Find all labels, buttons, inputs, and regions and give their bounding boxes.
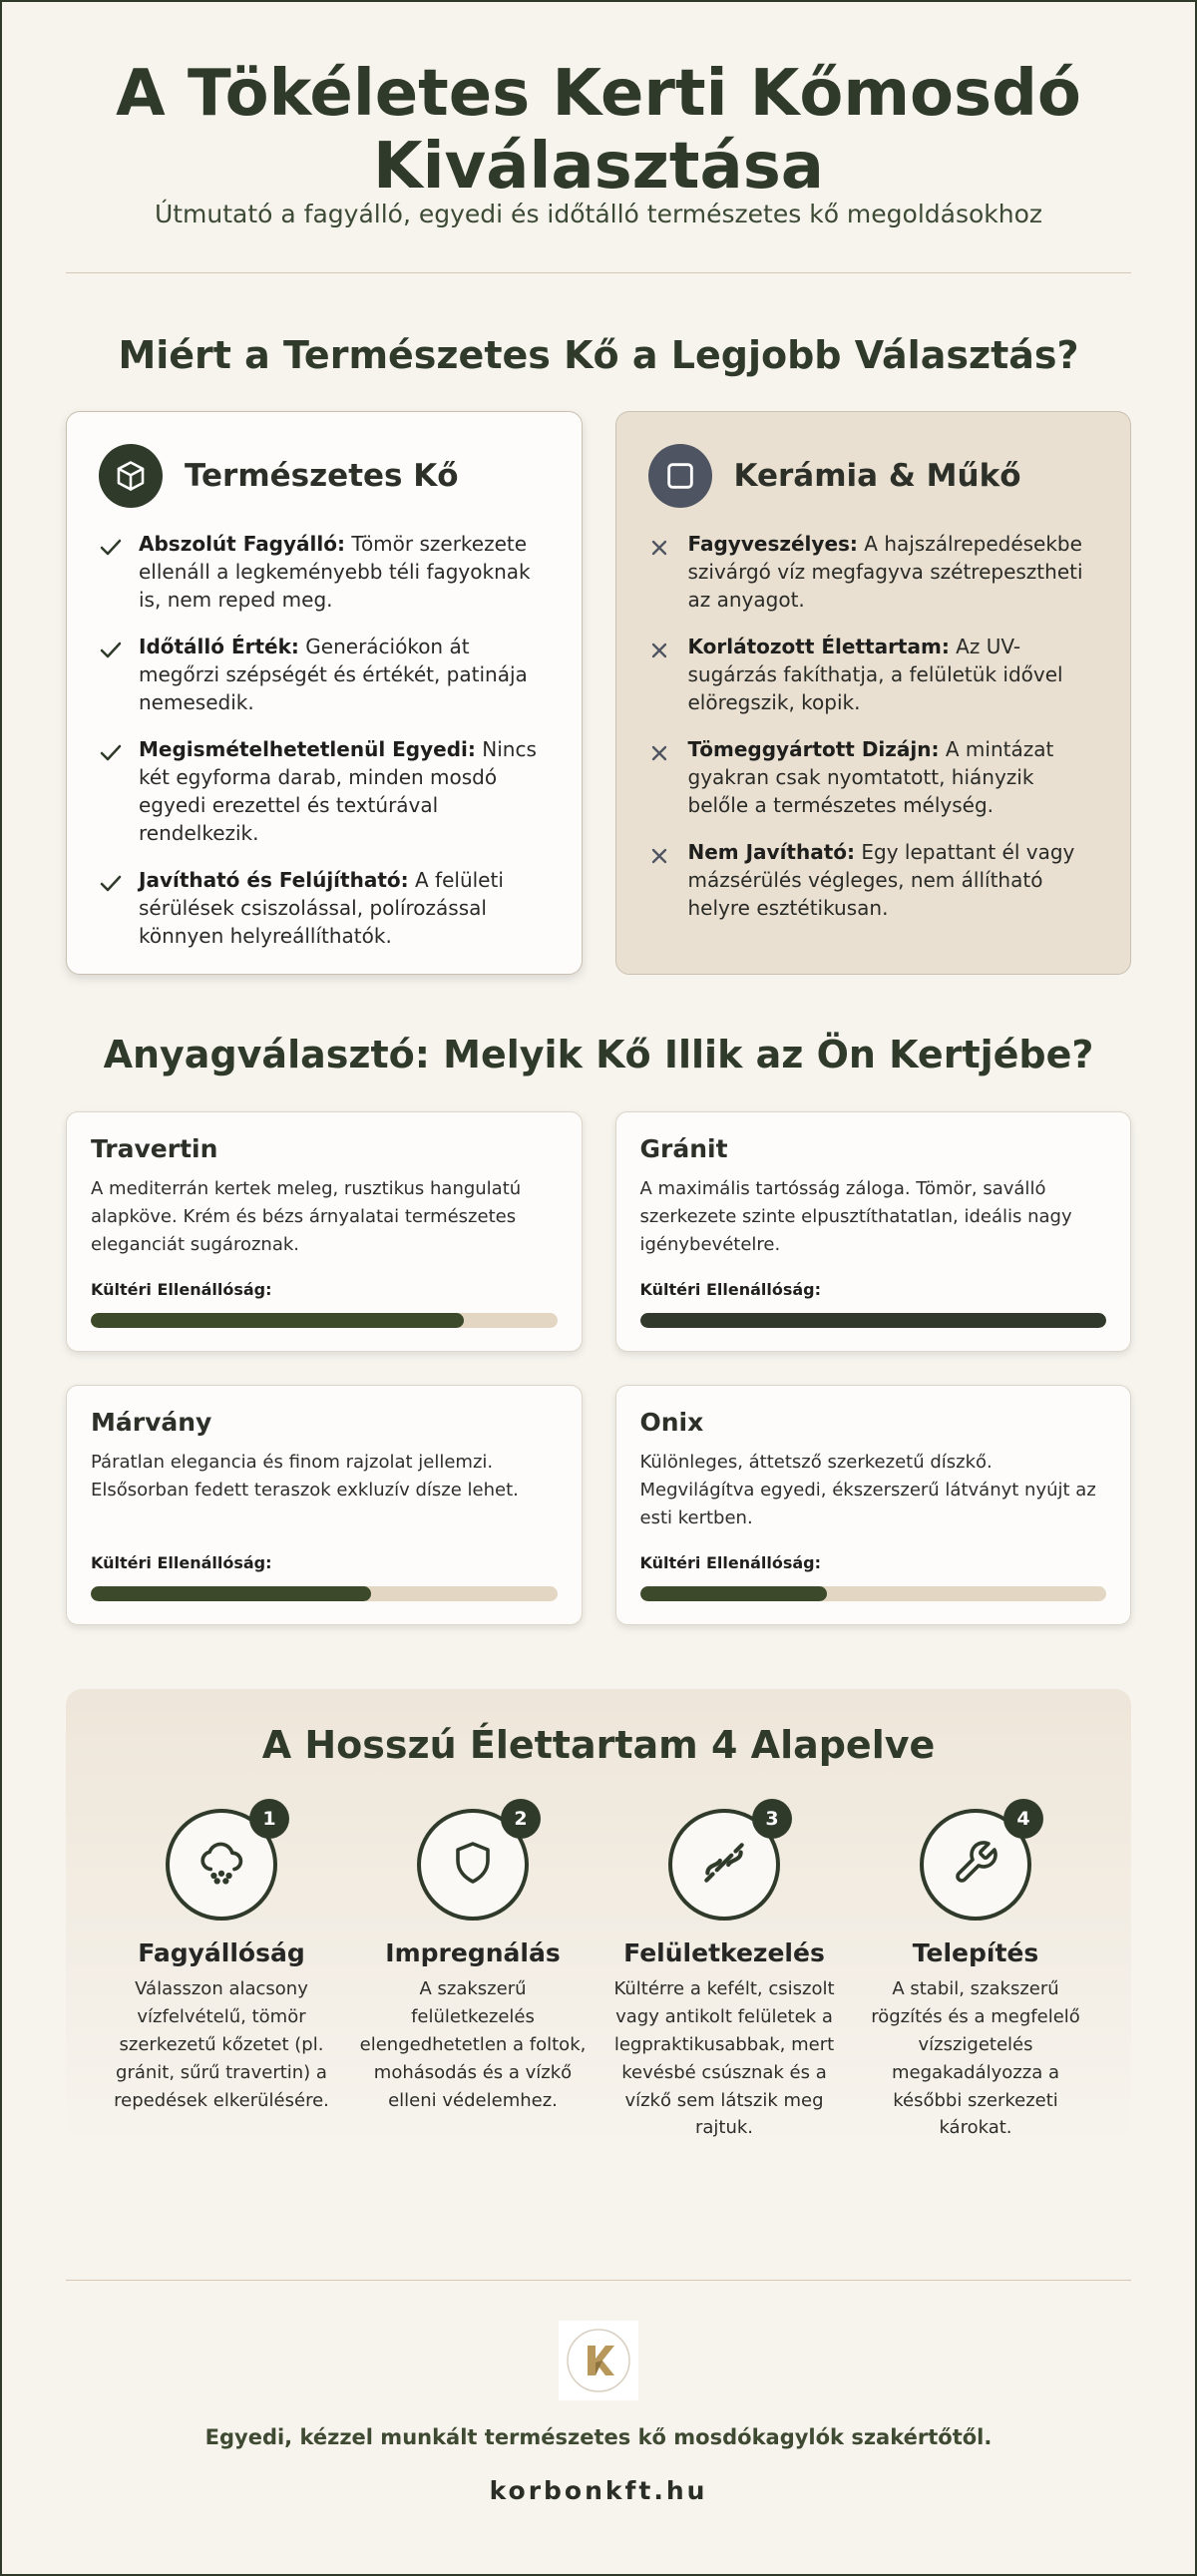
- shield-icon: [449, 1839, 497, 1891]
- resistance-bar: [640, 1313, 1107, 1328]
- why-heading: Miért a Természetes Kő a Legjobb Választás?: [118, 333, 1079, 377]
- principle-title: Fagyállóság: [138, 1938, 305, 1967]
- resistance-bar-fill: [640, 1586, 827, 1601]
- cross-icon: [648, 735, 672, 819]
- comparison-item: Nem Javítható: Egy lepattant él vagy mázsérülés végleges, nem állítható helyre esztétikusan.: [648, 838, 1099, 922]
- ceramic-card: [615, 411, 1132, 975]
- comparison-item: Korlátozott Élettartam: Az UV-sugárzás fakíthatja, a felületük idővel elöregszik, kopik.: [648, 633, 1099, 716]
- natural-stone-card: [66, 411, 583, 975]
- materials-grid: [66, 1111, 1131, 1625]
- principles-heading: A Hosszú Élettartam 4 Alapelve: [261, 1723, 936, 1767]
- cube-icon: [99, 444, 163, 508]
- principle-item: [96, 1809, 347, 2142]
- divider: [66, 2280, 1131, 2281]
- principles-section: [66, 1689, 1131, 2158]
- resistance-label: Kültéri Ellenállóság:: [639, 1280, 822, 1299]
- material-description: A maximális tartósság záloga. Tömör, saválló szerkezete szinte elpusztíthatatlan, ideális nagy igénybevételre.: [639, 1178, 1072, 1255]
- link-icon: [699, 1838, 749, 1892]
- company-logo: [559, 2321, 638, 2400]
- principle-number: 4: [1003, 1799, 1043, 1839]
- check-icon: [99, 530, 123, 614]
- material-description: Páratlan elegancia és finom rajzolat jellemzi. Elsősorban fedett teraszok exkluzív dísze lehet.: [91, 1452, 519, 1501]
- resistance-bar-fill: [91, 1313, 464, 1328]
- resistance-bar-fill: [91, 1586, 371, 1601]
- resistance-bar: [91, 1586, 558, 1601]
- comparison-item: Tömeggyártott Dizájn: A mintázat gyakran csak nyomtatott, hiányzik belőle a természetes mélység.: [648, 735, 1099, 819]
- principle-item: [347, 1809, 598, 2142]
- principle-number: 2: [501, 1799, 541, 1839]
- square-icon: [648, 444, 712, 508]
- principle-description: Kültérre a kefélt, csiszolt vagy antikolt felületek a legpraktikusabbak, mert kevésbé csúsznak és a vízkő sem látszik meg rajtuk.: [613, 1978, 835, 2139]
- ceramic-title: Kerámia & Műkő: [733, 458, 1021, 494]
- material-name: Márvány: [91, 1408, 212, 1437]
- cross-icon: [648, 633, 672, 716]
- material-card: [615, 1385, 1132, 1625]
- comparison-section: [66, 411, 1131, 975]
- resistance-bar: [640, 1586, 1107, 1601]
- principle-item: [850, 1809, 1101, 2142]
- principle-description: A szakszerű felületkezelés elengedhetetlen a foltok, mohásodás és a vízkő elleni védelemhez.: [359, 1978, 587, 2111]
- check-icon: [99, 633, 123, 716]
- principle-description: Válasszon alacsony vízfelvételű, tömör szerkezetű kőzetet (pl. gránit, sűrű travertin) a repedések elkerülésére.: [114, 1978, 329, 2111]
- cross-icon: [648, 530, 672, 614]
- wrench-icon: [952, 1839, 999, 1891]
- materials-heading: Anyagválasztó: Melyik Kő Illik az Ön Kertjébe?: [103, 1033, 1094, 1076]
- resistance-label: Kültéri Ellenállóság:: [91, 1280, 272, 1299]
- principle-description: A stabil, szakszerű rögzítés és a megfelelő vízszigetelés megakadályozza a későbbi szerkezeti károkat.: [871, 1978, 1080, 2139]
- page-title: A Tökéletes Kerti Kőmosdó Kiválasztása: [116, 57, 1081, 204]
- principle-title: Felületkezelés: [623, 1938, 825, 1967]
- material-name: Onix: [639, 1408, 704, 1437]
- principle-title: Telepítés: [912, 1938, 1039, 1967]
- snow-cloud-icon: [196, 1837, 247, 1893]
- principle-title: Impregnálás: [385, 1938, 561, 1967]
- comparison-item: Megismételhetetlenül Egyedi: Nincs két egyforma darab, minden mosdó egyedi erezettel és textúrával rendelkezik.: [99, 735, 550, 847]
- check-icon: [99, 735, 123, 847]
- resistance-bar: [91, 1313, 558, 1328]
- material-name: Travertin: [91, 1134, 218, 1163]
- material-card: [615, 1111, 1132, 1352]
- divider: [66, 272, 1131, 273]
- website-link[interactable]: korbonkft.hu: [489, 2476, 708, 2505]
- principle-number: 1: [249, 1799, 289, 1839]
- resistance-bar-fill: [640, 1313, 1107, 1328]
- ceramic-list: [648, 530, 1099, 922]
- resistance-label: Kültéri Ellenállóság:: [639, 1553, 822, 1572]
- material-description: Különleges, áttetsző szerkezetű díszkő. Megvilágítva egyedi, ékszerszerű látványt nyújt az esti kertben.: [639, 1452, 1096, 1528]
- natural-stone-list: [99, 530, 550, 950]
- material-card: [66, 1385, 583, 1625]
- natural-stone-title: Természetes Kő: [185, 458, 459, 494]
- comparison-item: Fagyveszélyes: A hajszálrepedésekbe szivárgó víz megfagyva szétrepesztheti az anyagot.: [648, 530, 1099, 614]
- cross-icon: [648, 838, 672, 922]
- comparison-item: Időtálló Érték: Generációkon át megőrzi szépségét és értékét, patinája nemesedik.: [99, 633, 550, 716]
- check-icon: [99, 866, 123, 950]
- material-description: A mediterrán kertek meleg, rusztikus hangulatú alapköve. Krém és bézs árnyalatai természetes eleganciát sugároznak.: [91, 1178, 522, 1255]
- page-subtitle: Útmutató a fagyálló, egyedi és időtálló természetes kő megoldásokhoz: [154, 200, 1043, 228]
- principle-number: 3: [752, 1799, 792, 1839]
- footer-tagline: Egyedi, kézzel munkált természetes kő mosdókagylók szakértőtől.: [204, 2425, 993, 2449]
- principles-grid: [96, 1809, 1101, 2142]
- principle-item: [598, 1809, 850, 2142]
- material-card: [66, 1111, 583, 1352]
- material-name: Gránit: [639, 1134, 728, 1163]
- comparison-item: Javítható és Felújítható: A felületi sérülések csiszolással, polírozással könnyen helyreállíthatók.: [99, 866, 550, 950]
- comparison-item: Abszolút Fagyálló: Tömör szerkezete ellenáll a legkeményebb téli fagyoknak is, nem reped meg.: [99, 530, 550, 614]
- resistance-label: Kültéri Ellenállóság:: [91, 1553, 272, 1572]
